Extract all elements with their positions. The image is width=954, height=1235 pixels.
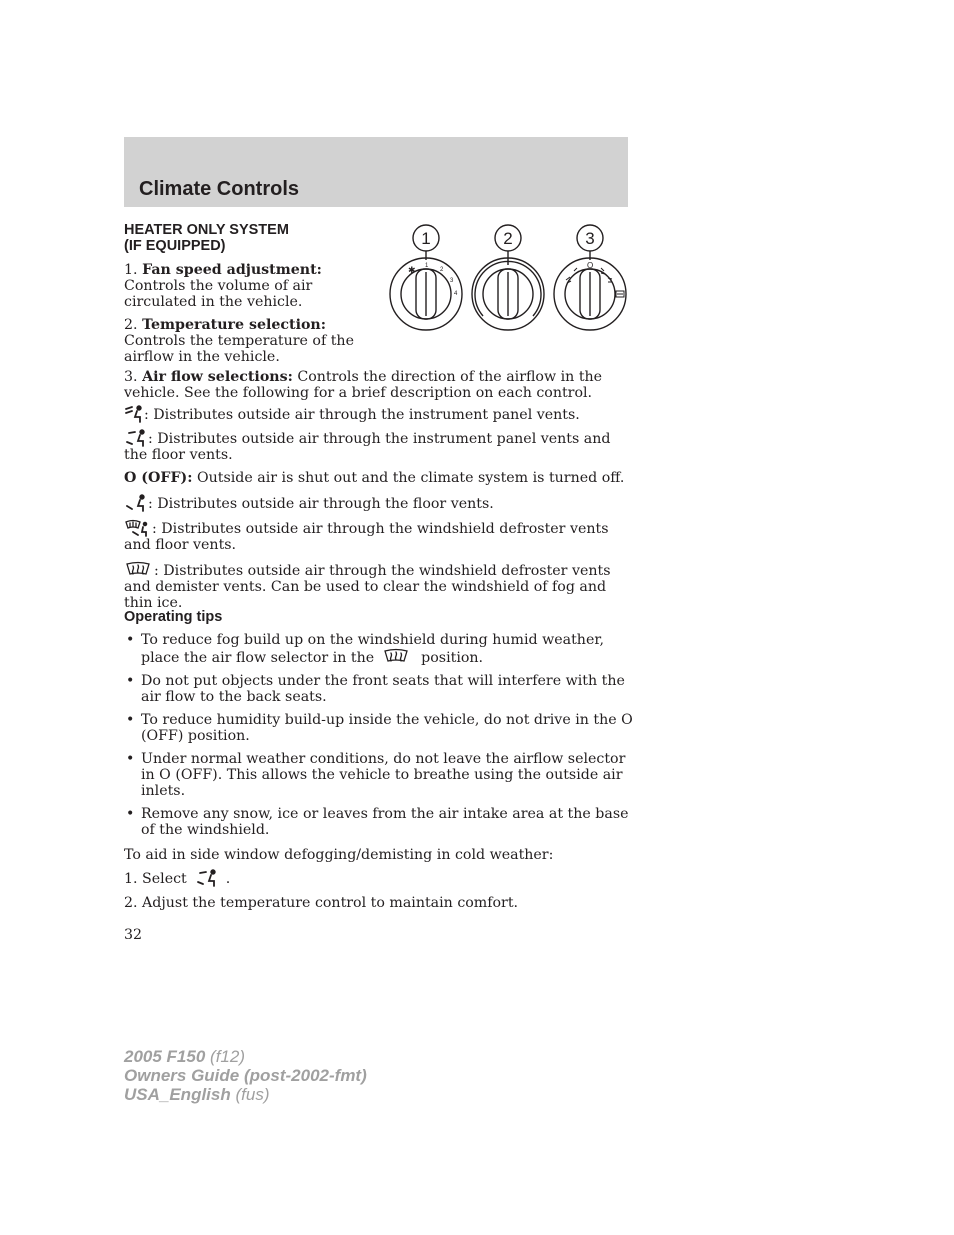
callout-3: 3 (585, 229, 595, 248)
fan-mark-3: 3 (450, 278, 454, 284)
panel-floor-vent-icon (124, 429, 148, 447)
tip-text: Do not put objects under the front seats that will interfere with the air flow to the back seats. (141, 673, 625, 705)
mode-text: : Distributes outside air through the windshield defroster vents and floor vents. (124, 521, 609, 553)
defrost-floor-icon (124, 519, 152, 537)
item-description: Controls the temperature of the airflow in the vehicle. (124, 333, 354, 365)
mode-text: : Distributes outside air through the windshield defroster vents and demister vents. Can be used to clear the windshield of fog and thin ice. (124, 563, 611, 611)
defrost-icon (124, 561, 154, 579)
tips-list (124, 632, 634, 845)
mode-panel (124, 405, 629, 423)
mode-floor (124, 494, 629, 512)
section-heading-line1: HEATER ONLY SYSTEM (124, 222, 289, 238)
item-number: 3. (124, 369, 138, 385)
bullet: • (126, 806, 135, 822)
mode-panel-floor (124, 429, 629, 463)
footer-line-1 (124, 1047, 367, 1066)
footer-language-code: (fus) (235, 1085, 270, 1104)
list-item (124, 806, 634, 838)
item-term: Fan speed adjustment: (142, 262, 322, 278)
item-number: 1. (124, 262, 138, 278)
mode-text: Outside air is shut out and the climate system is turned off. (196, 470, 625, 486)
bullet: • (126, 751, 135, 767)
step-text: 1. Select (124, 871, 187, 887)
footer-line-3 (124, 1085, 367, 1104)
item-term: Air flow selections: (142, 369, 293, 385)
list-item (124, 632, 634, 666)
panel-vent-icon (124, 405, 144, 423)
callout-1: 1 (421, 229, 431, 248)
footer-line-2: Owners Guide (post-2002-fmt) (124, 1066, 367, 1085)
mode-text: : Distributes outside air through the floor vents. (148, 496, 494, 512)
item-fan-speed (124, 262, 380, 310)
tip-text: To reduce fog build up on the windshield during humid weather, place the air flow selector in the (141, 632, 605, 666)
heater-controls-figure (386, 224, 630, 336)
item-description: Controls the direction of the airflow in the vehicle. See the following for a brief description on each control. (124, 369, 603, 401)
off-mark: O (587, 261, 594, 270)
section-heading-line2: (IF EQUIPPED) (124, 238, 226, 254)
tip-text: position. (421, 650, 484, 666)
item-air-flow (124, 369, 629, 401)
defrost-icon (379, 648, 417, 666)
fan-icon: ✱ (408, 266, 416, 276)
mode-off (124, 470, 629, 486)
bullet: • (126, 673, 135, 689)
page-number: 32 (124, 927, 143, 943)
defog-intro: To aid in side window defogging/demisting in cold weather: (124, 847, 554, 863)
list-item (124, 712, 634, 744)
section-heading (124, 222, 289, 254)
item-term: Temperature selection: (142, 317, 326, 333)
mode-defrost (124, 561, 629, 611)
fan-mark-1: 1 (425, 263, 429, 269)
operating-tips-heading: Operating tips (124, 609, 223, 625)
list-item (124, 673, 634, 705)
footer-model-code: (f12) (210, 1047, 245, 1066)
defog-step-1 (124, 869, 629, 887)
footer-model: 2005 F150 (124, 1047, 206, 1066)
floor-vent-icon (124, 494, 148, 512)
mode-defrost-floor (124, 519, 629, 553)
bullet: • (126, 632, 135, 648)
item-temperature (124, 317, 364, 365)
callout-2: 2 (503, 229, 513, 248)
step-text: . (225, 871, 231, 887)
fan-mark-2: 2 (440, 267, 444, 273)
mode-term: O (OFF): (124, 470, 193, 486)
defog-step-2: 2. Adjust the temperature control to maintain comfort. (124, 895, 519, 911)
tip-text: Remove any snow, ice or leaves from the air intake area at the base of the windshield. (141, 806, 629, 838)
document-footer (124, 1047, 367, 1104)
panel-floor-vent-icon (191, 869, 221, 887)
section-header-band (124, 137, 628, 207)
mode-text: : Distributes outside air through the instrument panel vents and the floor vents. (124, 431, 611, 463)
mode-text: : Distributes outside air through the instrument panel vents. (144, 407, 580, 423)
tip-text: Under normal weather conditions, do not leave the airflow selector in O (OFF). This allows the vehicle to breathe using the outside air inlets. (141, 751, 626, 799)
bullet: • (126, 712, 135, 728)
footer-language: USA_English (124, 1085, 231, 1104)
fan-mark-4: 4 (454, 291, 458, 297)
item-number: 2. (124, 317, 138, 333)
item-description: Controls the volume of air circulated in the vehicle. (124, 278, 313, 310)
tip-text: To reduce humidity build-up inside the vehicle, do not drive in the O (OFF) position. (141, 712, 633, 744)
page-title: Climate Controls (139, 178, 300, 200)
list-item (124, 751, 634, 799)
